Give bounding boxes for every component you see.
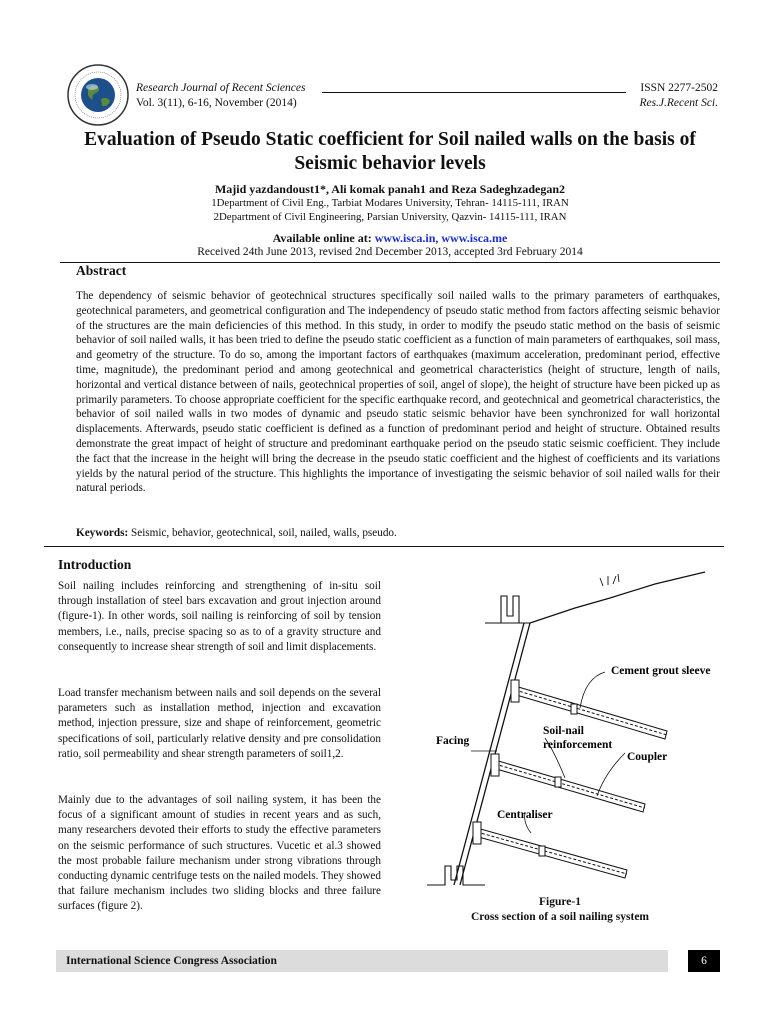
author-list: Majid yazdandoust1*, Ali komak panah1 and Reza Sadeghzadegan2	[214, 182, 566, 196]
keywords-label: Keywords:	[76, 527, 129, 539]
figure-caption: Cross section of a soil nailing system	[470, 911, 650, 923]
journal-name: Research Journal of Recent Sciences	[136, 82, 306, 94]
website-links[interactable]: www.isca.in, www.isca.me	[374, 231, 508, 245]
keywords-line	[76, 527, 720, 539]
affiliation-2: 2Department of Civil Engineering, Parsian University, Qazvin- 14115-111, IRAN	[213, 211, 567, 223]
availability-line	[60, 231, 720, 246]
page-number: 6	[688, 950, 720, 972]
abstract-heading: Abstract	[76, 263, 127, 278]
figure-number: Figure-1	[539, 896, 581, 908]
label-facing: Facing	[436, 735, 470, 747]
affiliation-1: 1Department of Civil Eng., Tarbiat Modares University, Tehran- 14115-111, IRAN	[211, 197, 569, 209]
journal-logo	[66, 63, 130, 127]
footer-organization: International Science Congress Association	[66, 955, 277, 967]
keywords-text: Seismic, behavior, geotechnical, soil, nailed, walls, pseudo.	[131, 527, 397, 539]
intro-paragraph-3: Mainly due to the advantages of soil nailing system, it has been the focus of a significant amount of studies in recent years and as such, many researchers devoted their efforts to study the effective parameters on the seismic performance of such structures. Vucetic et al.3 showed the most probable failure mechanism under strong vibrations through conducting dynamic centrifuge tests on the nailed models. They showed that failure mechanism includes two sliding blocks and three failure surfaces (figure 2).	[58, 794, 381, 913]
issn: ISSN 2277-2502	[640, 82, 718, 94]
intro-paragraph-2: Load transfer mechanism between nails and soil depends on the several parameters such as installation method, injection and excavation method, injection pressure, size and shape of reinforcement, geometric specifications of soil, particularly relative density and pre consolidation ratio, soil permeability and shear strength parameters of soil1,2.	[58, 687, 381, 760]
label-reinforcement: reinforcement	[543, 739, 613, 751]
label-soil-nail: Soil-nail	[543, 725, 584, 737]
soil-nailing-diagram	[405, 568, 735, 905]
section-rule	[44, 546, 724, 547]
abstract-rule	[60, 262, 720, 263]
availability-label: Available online at:	[272, 231, 372, 245]
paper-title: Evaluation of Pseudo Static coefficient for Soil nailed walls on the basis of Seismic behavior levels	[84, 129, 696, 174]
label-centraliser: Centraliser	[497, 809, 553, 821]
running-header-left	[136, 81, 305, 111]
received-dates: Received 24th June 2013, revised 2nd December 2013, accepted 3rd February 2014	[197, 246, 583, 258]
running-header-right	[560, 81, 718, 111]
label-grout: Cement grout sleeve	[611, 665, 711, 677]
abstract-text: The dependency of seismic behavior of geotechnical structures specifically soil nailed walls to the primary parameters of earthquakes, geotechnical parameters, and geometrical configuration and The independency of pseudo static method from factors affecting seismic behavior of the structures are the main deficiencies of this method. In this study, in order to modify the pseudo static method on the basis of seismic behavior of soil nailed walls, it has been tried to define the pseudo static coefficient as a function of main parameters of earthquakes, soil mass, and geometry of the structure. To do so, among the important factors of earthquakes (maximum acceleration, predominant period, effective time, magnitude), the predominant period and among geotechnical and geometrical characteristics (height of structure, length of nails, horizontal and vertical distance between of nails, geotechnical properties of soil, angel of slope), the height of structure have been picked up as primarily parameters. To choose appropriate coefficient for the specific earthquake record, and geotechnical and geometrical characteristics, the behavior of soil nailed walls in two modes of dynamic and pseudo static seismic behavior have been synchronized for wall horizontal displacements. Afterwards, pseudo static coefficient is defined as a function of predominant period and height of structure. Obtained results demonstrate the great impact of height of structure and predominant earthquake period on the pseudo static seismic coefficient. They include the fact that the increase in the height will bring the decrease in the pseudo static coefficient and the highest of coefficients and its variations yields by the natural period of the structure. This highlights the importance of investigating the seismic behavior of soil nailed walls for their natural periods.	[76, 290, 720, 495]
label-coupler: Coupler	[627, 751, 668, 763]
volume-line: Vol. 3(11), 6-16, November (2014)	[136, 97, 297, 109]
intro-paragraph-1: Soil nailing includes reinforcing and strengthening of in-situ soil through installation of steel bars excavation and grout injection around (figure-1). In other words, soil nailing is reinforcing of soil by tension members, i.e., nails, precise spacing so as to of a gravity structure and consequently to increase shear strength of soil and limit displacements.	[58, 580, 381, 653]
journal-abbrev: Res.J.Recent Sci.	[639, 97, 718, 109]
introduction-heading: Introduction	[58, 557, 132, 572]
